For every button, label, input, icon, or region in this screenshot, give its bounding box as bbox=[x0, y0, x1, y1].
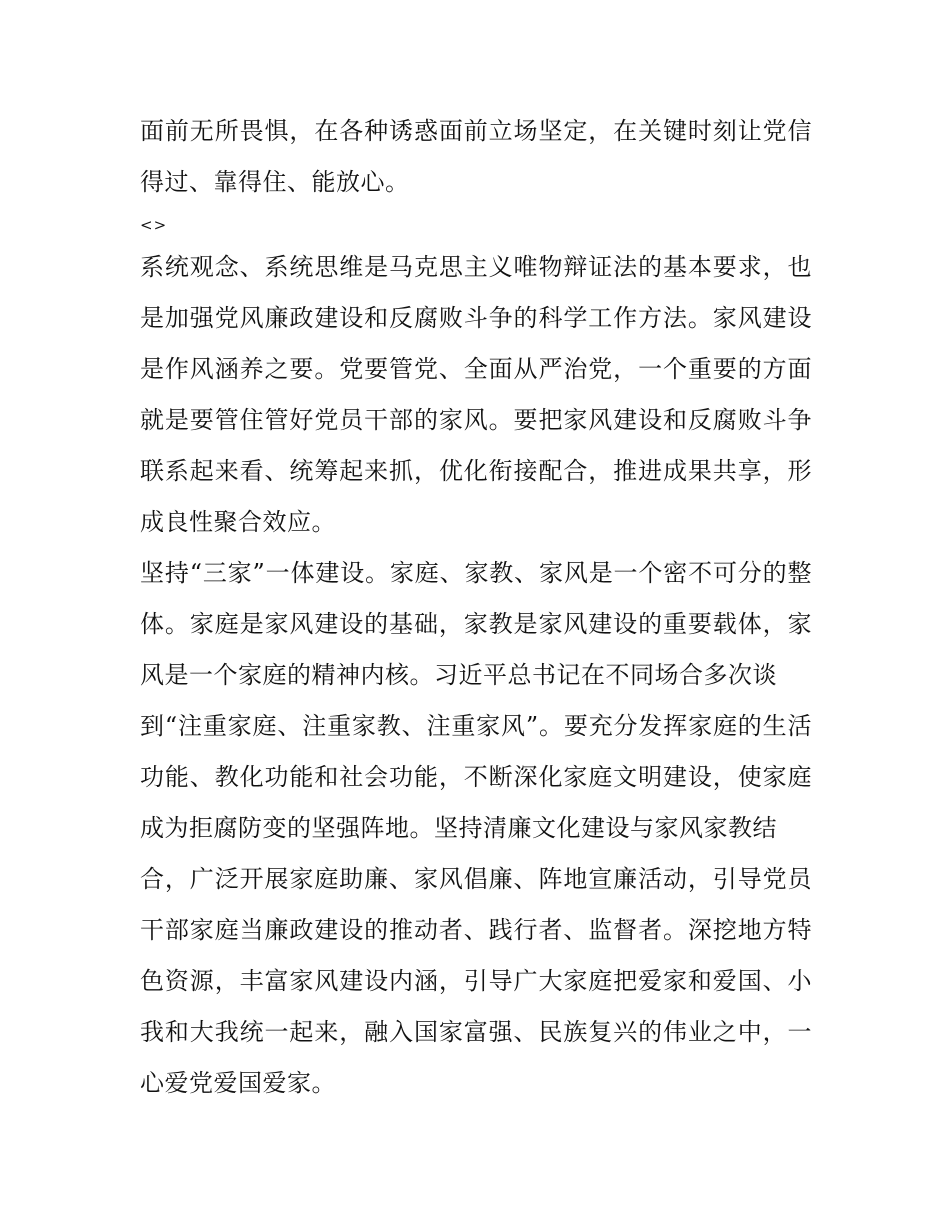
text-line: 合，广泛开展家庭助廉、家风倡廉、阵地宣廉活动，引导党员 bbox=[140, 865, 812, 893]
text-line: 成为拒腐防变的坚强阵地。坚持清廉文化建设与家风家教结 bbox=[140, 814, 777, 842]
text-line: 坚持“三家”一体建设。家庭、家教、家风是一个密不可分的整 bbox=[140, 559, 812, 587]
text-line: 体。家庭是家风建设的基础，家教是家风建设的重要载体，家 bbox=[140, 610, 812, 638]
text-line: 系统观念、系统思维是马克思主义唯物辩证法的基本要求，也 bbox=[140, 253, 812, 281]
section-marker: <> bbox=[140, 216, 168, 234]
text-line: 干部家庭当廉政建设的推动者、践行者、监督者。深挖地方特 bbox=[140, 916, 812, 944]
text-line: 联系起来看、统筹起来抓，优化衔接配合，推进成果共享，形 bbox=[140, 457, 812, 485]
text-line: 就是要管住管好党员干部的家风。要把家风建设和反腐败斗争 bbox=[140, 406, 812, 434]
text-line: 我和大我统一起来，融入国家富强、民族复兴的伟业之中，一 bbox=[140, 1018, 812, 1046]
text-line: 面前无所畏惧，在各种诱惑面前立场坚定，在关键时刻让党信 bbox=[140, 117, 812, 145]
text-line: 色资源，丰富家风建设内涵，引导广大家庭把爱家和爱国、小 bbox=[140, 967, 812, 995]
text-line: 是作风涵养之要。党要管党、全面从严治党，一个重要的方面 bbox=[140, 355, 812, 383]
text-line: 到“注重家庭、注重家教、注重家风”。要充分发挥家庭的生活 bbox=[140, 712, 812, 740]
text-line: 成良性聚合效应。 bbox=[140, 508, 336, 536]
text-line: 风是一个家庭的精神内核。习近平总书记在不同场合多次谈 bbox=[140, 661, 777, 689]
text-line: 得过、靠得住、能放心。 bbox=[140, 168, 410, 196]
text-line: 功能、教化功能和社会功能，不断深化家庭文明建设，使家庭 bbox=[140, 763, 812, 791]
text-line: 是加强党风廉政建设和反腐败斗争的科学工作方法。家风建设 bbox=[140, 304, 812, 332]
text-line: 心爱党爱国爱家。 bbox=[140, 1069, 336, 1097]
body-text bbox=[140, 106, 812, 1109]
